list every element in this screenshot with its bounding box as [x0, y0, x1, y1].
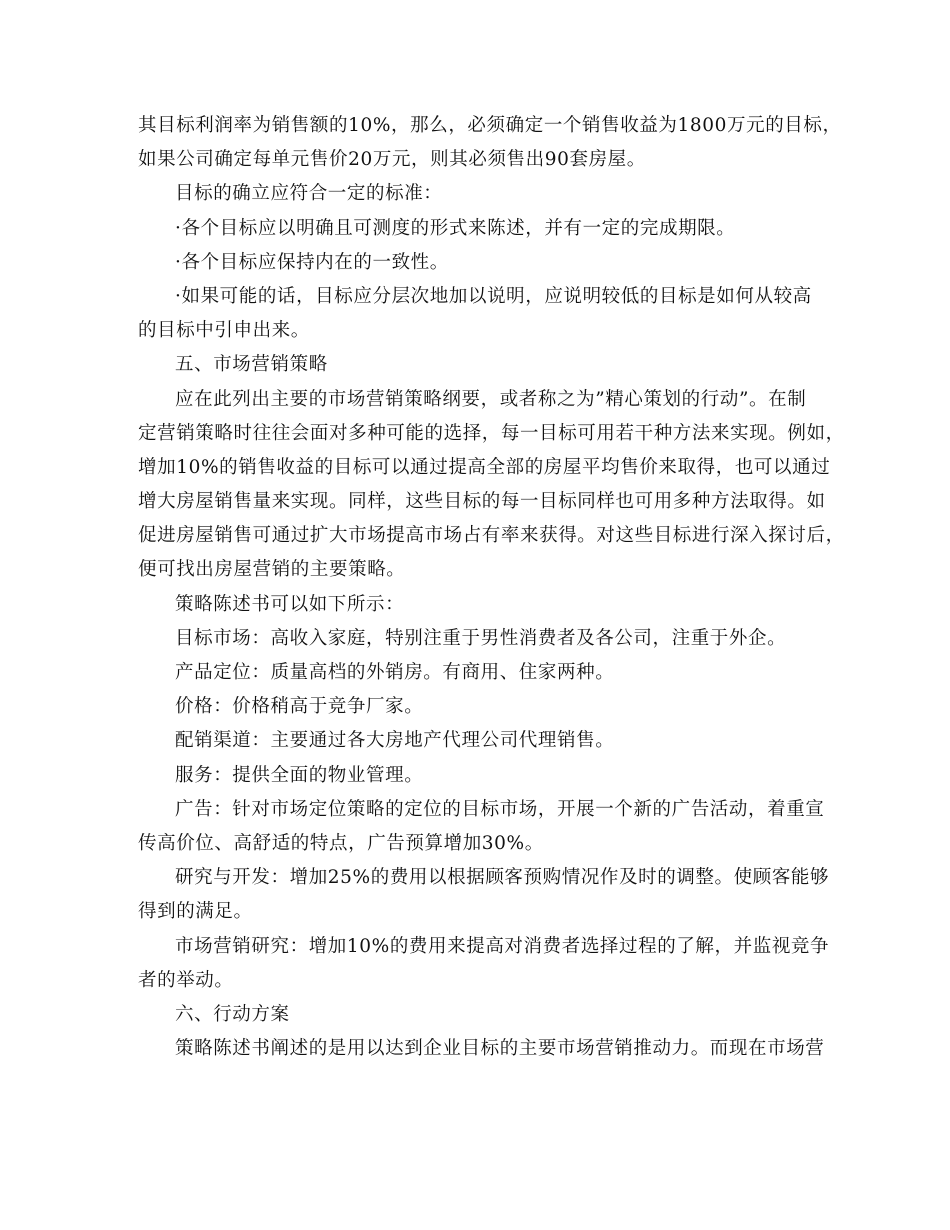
text-line: 者的举动。	[138, 969, 234, 991]
text-line: 策略陈述书可以如下所示：	[175, 593, 405, 615]
text-line: 价格：价格稍高于竞争厂家。	[175, 696, 424, 718]
text-line: 得到的满足。	[138, 901, 253, 923]
text-line: 传高价位、高舒适的特点，广告预算增加30%。	[138, 832, 544, 854]
text-line: 研究与开发：增加25%的费用以根据顾客预购情况作及时的调整。使顾客能够	[175, 867, 830, 889]
text-line: 如果公司确定每单元售价20万元，则其必须售出90套房屋。	[138, 149, 646, 171]
text-line: ·如果可能的话，目标应分层次地加以说明，应说明较低的目标是如何从较高	[175, 285, 812, 307]
text-line: 配销渠道：主要通过各大房地产代理公司代理销售。	[175, 730, 615, 752]
text-line: 五、市场营销策略	[175, 354, 328, 376]
text-line: 增加10%的销售收益的目标可以通过提高全部的房屋平均售价来取得，也可以通过	[138, 456, 831, 478]
text-line: 便可找出房屋营销的主要策略。	[138, 559, 406, 581]
text-line: 的目标中引申出来。	[138, 320, 310, 342]
text-line: 目标市场：高收入家庭，特别注重于男性消费者及各公司，注重于外企。	[175, 627, 787, 649]
text-line: 促进房屋销售可通过扩大市场提高市场占有率来获得。对这些目标进行深入探讨后，	[138, 525, 845, 547]
text-line: 产品定位：质量高档的外销房。有商用、住家两种。	[175, 662, 615, 683]
text-line: 增大房屋销售量来实现。同样，这些目标的每一目标同样也可用多种方法取得。如	[138, 491, 826, 513]
text-line: 广告：针对市场定位策略的定位的目标市场，开展一个新的广告活动，着重宣	[175, 798, 825, 820]
text-line: 服务：提供全面的物业管理。	[175, 764, 424, 786]
text-line: 六、行动方案	[175, 1003, 290, 1025]
document-body	[138, 109, 845, 1066]
text-line: 应在此列出主要的市场营销策略纲要，或者称之为”精心策划的行动”。在制	[175, 388, 807, 410]
text-line: 其目标利润率为销售额的10%，那么，必须确定一个销售收益为1800万元的目标，	[138, 115, 842, 136]
text-line: 市场营销研究：增加10%的费用来提高对消费者选择过程的了解，并监视竞争	[175, 935, 830, 957]
text-line: 策略陈述书阐述的是用以达到企业目标的主要市场营销推动力。而现在市场营	[175, 1038, 825, 1060]
text-line: ·各个目标应保持内在的一致性。	[175, 251, 449, 273]
text-line: ·各个目标应以明确且可测度的形式来陈述，并有一定的完成期限。	[175, 217, 736, 239]
text-line: 定营销策略时往往会面对多种可能的选择，每一目标可用若干种方法来实现。例如，	[138, 422, 845, 444]
text-line: 目标的确立应符合一定的标准：	[175, 183, 443, 205]
